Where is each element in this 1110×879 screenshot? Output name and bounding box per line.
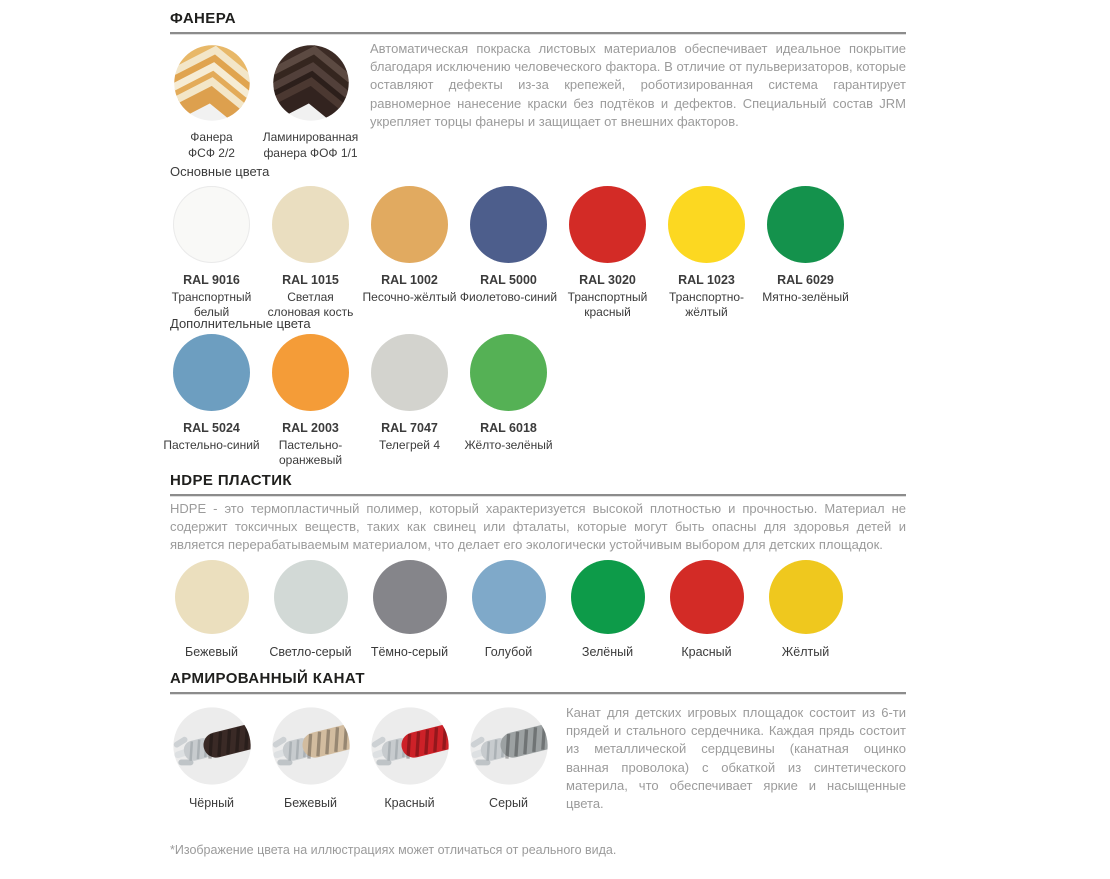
ral-code: RAL 1002: [381, 273, 438, 287]
ral-code: RAL 5024: [183, 421, 240, 435]
rope-variant: [261, 704, 360, 813]
rope-image: [162, 704, 261, 788]
ral-code: RAL 5000: [480, 273, 537, 287]
plywood-fof-caption: Ламинированная фанера ФОФ 1/1: [262, 130, 359, 160]
color-name: Телегрей 4: [378, 437, 441, 452]
color-circle: [670, 560, 744, 634]
color-circle: [173, 186, 250, 263]
color-swatch: [558, 186, 657, 321]
color-swatch: [657, 560, 756, 660]
plywood-fsf-caption: Фанера ФСФ 2/2: [188, 130, 235, 160]
color-swatch: [162, 334, 261, 469]
section-divider: [170, 692, 906, 695]
color-name: Тёмно-серый: [370, 645, 449, 659]
color-disclaimer: *Изображение цвета на иллюстрациях может отличаться от реального вида.: [170, 843, 617, 857]
rope-color-name: Красный: [384, 796, 435, 810]
color-swatch: [360, 334, 459, 469]
rope-section-header: [170, 670, 906, 695]
plywood-section-header: [170, 10, 906, 35]
plywood-material-fsf: [162, 42, 261, 161]
rope-variant: [360, 704, 459, 813]
color-name: Транспортно-жёлтый: [668, 289, 744, 320]
color-swatch: [261, 186, 360, 321]
rope-image: [459, 704, 558, 788]
color-name: Зелёный: [581, 645, 634, 659]
color-swatch: [162, 186, 261, 321]
plywood-description: Автоматическая покраска листовых материалов обеспечивает идеальное покрытие благодаря исключению человеческого фактора. В отличие от пульверизаторов, которые оставляют дефекты из-за крепежей, роботизированная система гарантирует равномерное нанесение краски без подтёков и дефектов. Специальный состав JRM укрепляет торцы фанеры и защищает от внешних факторов.: [370, 41, 906, 129]
color-circle: [371, 334, 448, 411]
hdpe-colors-row: [162, 560, 906, 660]
color-swatch: [162, 560, 261, 660]
color-name: Пастельно-оранжевый: [278, 437, 343, 468]
ral-code: RAL 2003: [282, 421, 339, 435]
ral-code: RAL 6018: [480, 421, 537, 435]
color-circle: [175, 560, 249, 634]
color-circle: [173, 334, 250, 411]
color-circle: [569, 186, 646, 263]
primary-colors-label: Основные цвета: [170, 164, 270, 179]
ral-code: RAL 3020: [579, 273, 636, 287]
color-circle: [769, 560, 843, 634]
rope-variant: [162, 704, 261, 813]
color-name: Песочно-жёлтый: [362, 289, 457, 304]
color-swatch: [261, 334, 360, 469]
color-circle: [668, 186, 745, 263]
section-divider: [170, 32, 906, 35]
hdpe-description: HDPE - это термопластичный полимер, который характеризуется высокой плотностью и прочностью. Материал не содержит токсичных веществ, таких как свинец или фталаты, которые могут быть опасны для здоровья детей и является перерабатываемым материалом, что делает его экологически устойчивым выбором для детских площадок.: [170, 501, 906, 553]
rope-color-name: Серый: [489, 796, 528, 810]
additional-colors-label: Дополнительные цвета: [170, 316, 311, 331]
color-name: Пастельно-синий: [163, 437, 260, 452]
color-circle: [472, 560, 546, 634]
color-circle: [272, 186, 349, 263]
color-name: Светло-серый: [269, 645, 352, 659]
color-swatch: [261, 560, 360, 660]
color-name: Жёлто-зелёный: [464, 437, 553, 452]
color-circle: [571, 560, 645, 634]
color-circle: [274, 560, 348, 634]
color-swatch: [360, 186, 459, 321]
color-swatch: [756, 186, 855, 321]
color-name: Бежевый: [185, 645, 238, 659]
ral-code: RAL 1023: [678, 273, 735, 287]
ral-code: RAL 9016: [183, 273, 240, 287]
ral-code: RAL 1015: [282, 273, 339, 287]
color-swatch: [657, 186, 756, 321]
rope-description: Канат для детских игровых площадок состоит из 6-ти прядей и стального сердечника. Каждая прядь состоит из металлической сердцевины (канатная оцинко ванная проволока) с обкаткой из синтетического материла, что обеспечивает яркие и насыщенные цвета.: [566, 705, 906, 811]
color-circle: [272, 334, 349, 411]
rope-section-title: АРМИРОВАННЫЙ КАНАТ: [170, 670, 365, 687]
plywood-section-title: ФАНЕРА: [170, 10, 237, 27]
color-name: Красный: [681, 645, 732, 659]
catalog-page: [163, 0, 906, 879]
plywood-fsf-image: [171, 42, 253, 124]
color-circle: [470, 186, 547, 263]
rope-variants: [162, 704, 558, 813]
color-name: Голубой: [484, 645, 533, 659]
color-name: Светлая слоновая кость: [267, 289, 354, 320]
hdpe-section-title: HDPE ПЛАСТИК: [170, 472, 292, 489]
color-circle: [767, 186, 844, 263]
ral-code: RAL 7047: [381, 421, 438, 435]
color-swatch: [459, 560, 558, 660]
rope-color-name: Чёрный: [188, 796, 235, 810]
additional-colors-row: [162, 334, 906, 469]
color-swatch: [459, 334, 558, 469]
primary-colors-row: [162, 186, 906, 321]
plywood-content-row: [162, 42, 906, 161]
color-circle: [470, 334, 547, 411]
color-circle: [373, 560, 447, 634]
color-name: Мятно-зелёный: [762, 289, 849, 304]
color-swatch: [558, 560, 657, 660]
color-swatch: [459, 186, 558, 321]
color-name: Транспортный красный: [567, 289, 648, 320]
color-swatch: [756, 560, 855, 660]
hdpe-section-header: [170, 472, 906, 497]
color-name: Транспортный белый: [171, 289, 252, 320]
rope-variant: [459, 704, 558, 813]
color-name: Жёлтый: [781, 645, 830, 659]
color-swatch: [360, 560, 459, 660]
rope-image: [261, 704, 360, 788]
color-name: Фиолетово-синий: [459, 289, 558, 304]
plywood-material-fof: [261, 42, 360, 161]
rope-content-row: [162, 704, 906, 813]
color-circle: [371, 186, 448, 263]
section-divider: [170, 494, 906, 497]
laminated-plywood-image: [270, 42, 352, 124]
rope-color-name: Бежевый: [284, 796, 337, 810]
rope-image: [360, 704, 459, 788]
ral-code: RAL 6029: [777, 273, 834, 287]
